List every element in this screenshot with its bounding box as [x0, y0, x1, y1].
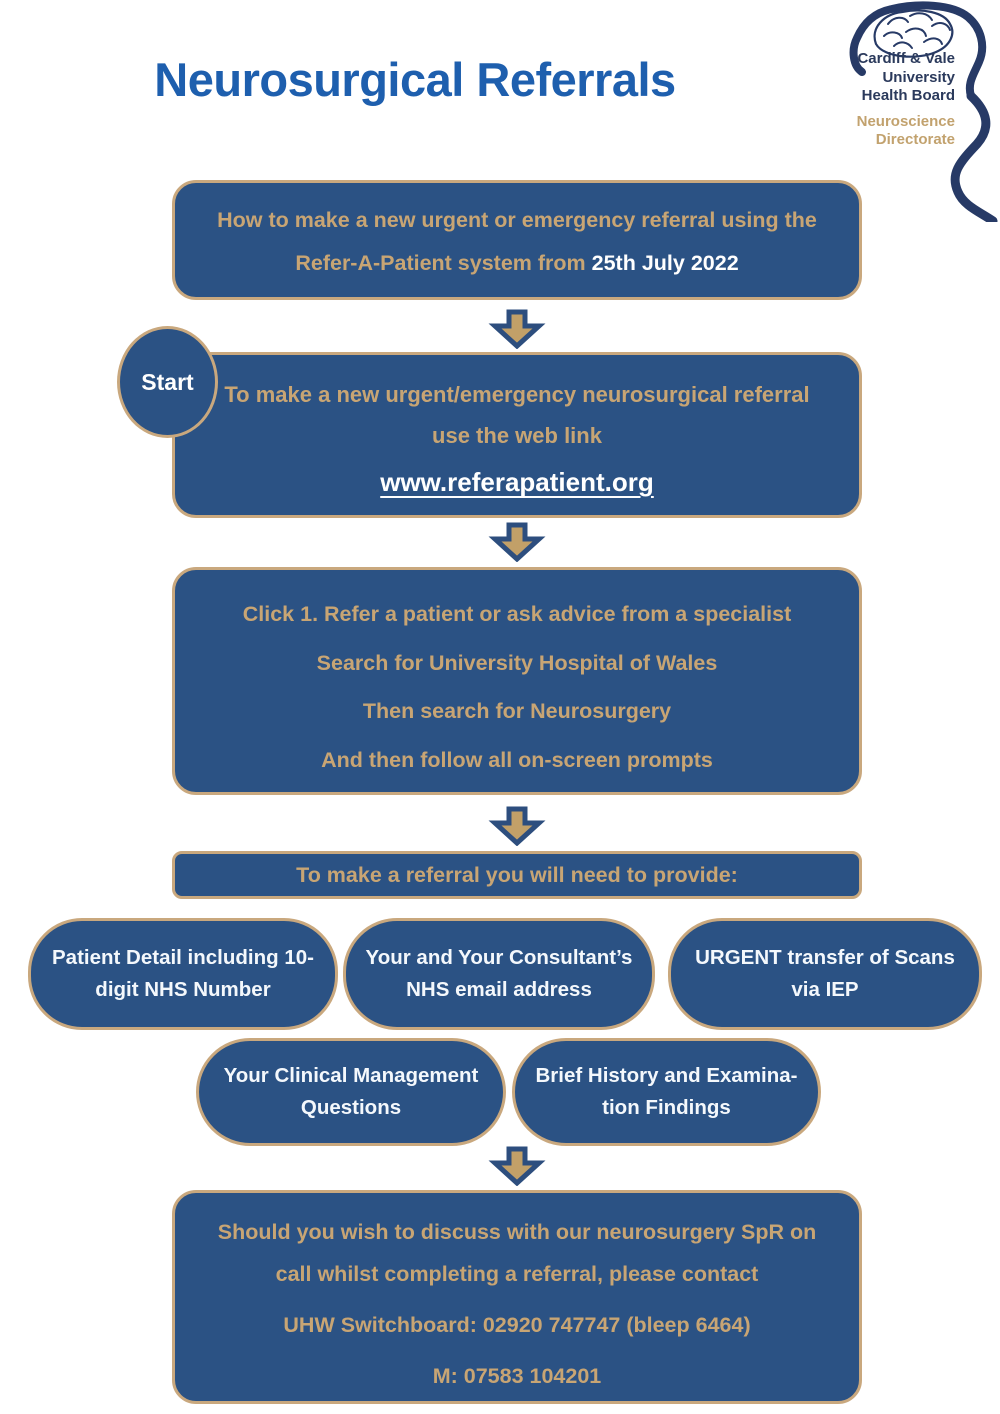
org-name-line: Health Board [861, 87, 955, 104]
bubble-line: digit NHS Number [95, 978, 271, 1001]
bubble-line: Questions [300, 1096, 402, 1119]
bubble-line: Your and Your Consultant’s [365, 946, 633, 969]
org-name-line: University [882, 68, 955, 86]
down-arrow-icon [487, 309, 547, 349]
down-arrow-icon [487, 806, 547, 846]
start-date: 25th July 2022 [591, 251, 739, 275]
referapatient-link[interactable]: www.referapatient.org [380, 467, 654, 497]
instruction-step: Click 1. Refer a patient or ask advice from a specialist [242, 602, 792, 626]
requirement-bubble-scans [668, 918, 982, 1030]
requirement-bubble-history [512, 1038, 821, 1146]
org-name-line: Cardiff & Vale [857, 50, 955, 67]
bubble-line: NHS email address [406, 978, 592, 1001]
down-arrow-icon [487, 522, 547, 562]
directorate-line: Directorate [875, 131, 955, 148]
intro-line-2-text: Refer-A-Patient system from [295, 251, 592, 275]
intro-box [172, 180, 862, 300]
mobile-number: M: 07583 104201 [432, 1364, 602, 1388]
instructions-box [172, 567, 862, 795]
contact-line: Should you wish to discuss with our neurosurgery SpR on [217, 1220, 817, 1244]
intro-line-1: How to make a new urgent or emergency referral using the [217, 208, 817, 232]
instruction-step: Then search for Neurosurgery [362, 699, 672, 723]
start-label: Start [141, 368, 194, 395]
weblink-line-1: To make a new urgent/emergency neurosurgical referral [224, 382, 810, 407]
bubble-line: via IEP [791, 978, 859, 1001]
requirement-bubble-email [343, 918, 655, 1030]
weblink-line-2: use the web link [432, 423, 602, 448]
bubble-line: URGENT transfer of Scans [695, 946, 955, 969]
contact-box [172, 1190, 862, 1404]
instruction-step: Search for University Hospital of Wales [316, 650, 718, 675]
directorate-line: Neuroscience [856, 112, 955, 130]
bubble-line: Brief History and Examina- [535, 1064, 798, 1087]
bubble-line: Patient Detail including 10- [52, 946, 314, 969]
logo-text [857, 50, 955, 150]
requirement-bubble-nhs-number [28, 918, 338, 1030]
down-arrow-icon [487, 1146, 547, 1186]
provide-bar: To make a referral you will need to provide: [172, 851, 862, 899]
intro-line-2 [175, 242, 859, 285]
instruction-step: And then follow all on-screen prompts [321, 747, 713, 772]
weblink-box [172, 352, 862, 518]
start-badge [117, 326, 218, 438]
bubble-line: Your Clinical Management [223, 1064, 479, 1087]
contact-line: call whilst completing a referral, please contact [275, 1262, 759, 1286]
requirement-bubble-clinical-questions [196, 1038, 506, 1146]
page-title: Neurosurgical Referrals [154, 53, 676, 106]
bubble-line: tion Findings [602, 1096, 731, 1119]
switchboard-number: UHW Switchboard: 02920 747747 (bleep 6464) [283, 1313, 751, 1337]
